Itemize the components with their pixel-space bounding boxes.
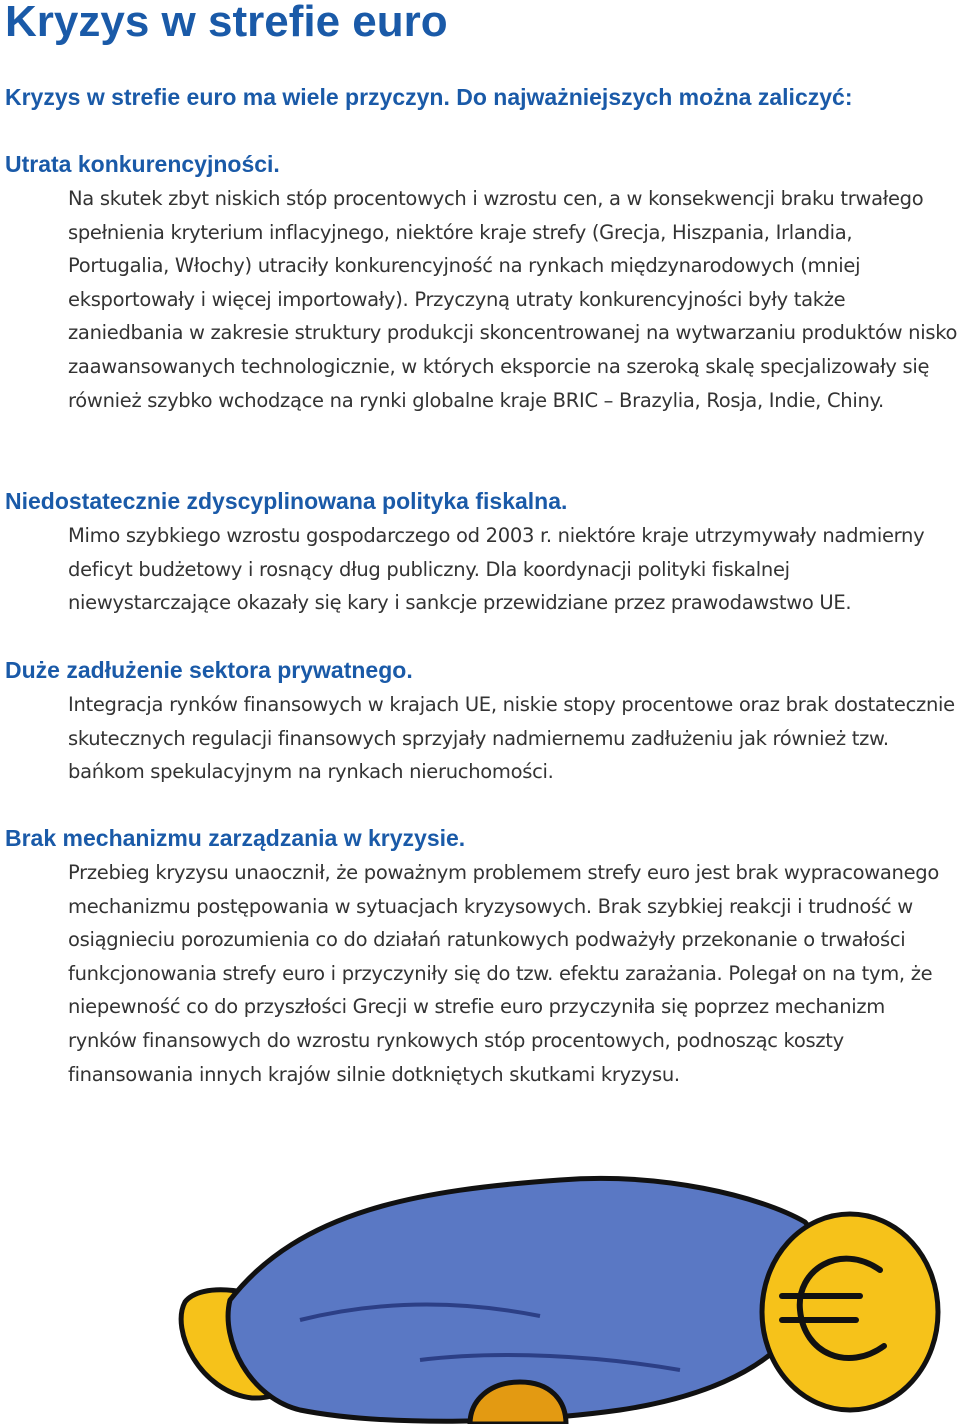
page-title: Kryzys w strefie euro [5, 0, 448, 46]
section-body-fiscal-policy: Mimo szybkiego wzrostu gospodarczego od 2003 r. niektóre kraje utrzymywały nadmierny deficyt budżetowy i rosnący dług publiczny. Dla koordynacji polityki fiskalnej niewystarczające okazały się kary i sankcje przewidziane przez prawodawstwo UE. [68, 524, 925, 615]
intro-text: Kryzys w strefie euro ma wiele przyczyn. Do najważniejszych można zaliczyć: [5, 84, 853, 110]
section-heading-private-debt: Duże zadłużenie sektora prywatnego. [5, 657, 413, 683]
section-body-private-debt: Integracja rynków finansowych w krajach UE, niskie stopy procentowe oraz brak dostatecznie skutecznych regulacji finansowych sprzyjały nadmiernemu zadłużeniu jak również tzw. bańkom spekulacyjnym na rynkach nieruchomości. [68, 693, 955, 784]
section-body-competitiveness: Na skutek zbyt niskich stóp procentowych i wzrostu cen, a w konsekwencji braku trwałego spełnienia kryterium inflacyjnego, niektóre kraje strefy (Grecja, Hiszpania, Irlandia, Portugalia, Włochy) utraciły konkurencyjność na rynkach międzynarodowych (mniej eksportowały i więcej importowały). Przyczyną utraty konkurencyjności były także zaniedbania w zakresie struktury produkcji skoncentrowanej na wytwarzaniu produktów nisko zaawansowanych technologicznie, w których eksporcie na szeroką skalę specjalizowały się również szybko wchodzące na rynki globalne kraje BRIC – Brazylia, Rosja, Indie, Chiny. [68, 187, 958, 412]
collapsed-euro-figure-icon [0, 1150, 960, 1424]
section-heading-crisis-management: Brak mechanizmu zarządzania w kryzysie. [5, 825, 466, 851]
section-heading-fiscal-policy: Niedostatecznie zdyscyplinowana polityka fiskalna. [5, 488, 568, 514]
section-body-crisis-management: Przebieg kryzysu unaocznił, że poważnym problemem strefy euro jest brak wypracowanego mechanizmu postępowania w sytuacjach kryzysowych. Brak szybkiej reakcji i trudność w osiągnieciu porozumienia co do działań ratunkowych podważyły przekonanie o trwałości funkcjonowania strefy euro i przyczyniły się do tzw. efektu zarażania. Polegał on na tym, że niepewność co do przyszłości Grecji w strefie euro przyczyniła się poprzez mechanizm rynków finansowych do wzrostu rynkowych stóp procentowych, podnosząc koszty finansowania innych krajów silnie dotkniętych skutkami kryzysu. [68, 861, 940, 1086]
section-heading-competitiveness: Utrata konkurencyjności. [5, 151, 280, 177]
figure-head [762, 1214, 938, 1410]
